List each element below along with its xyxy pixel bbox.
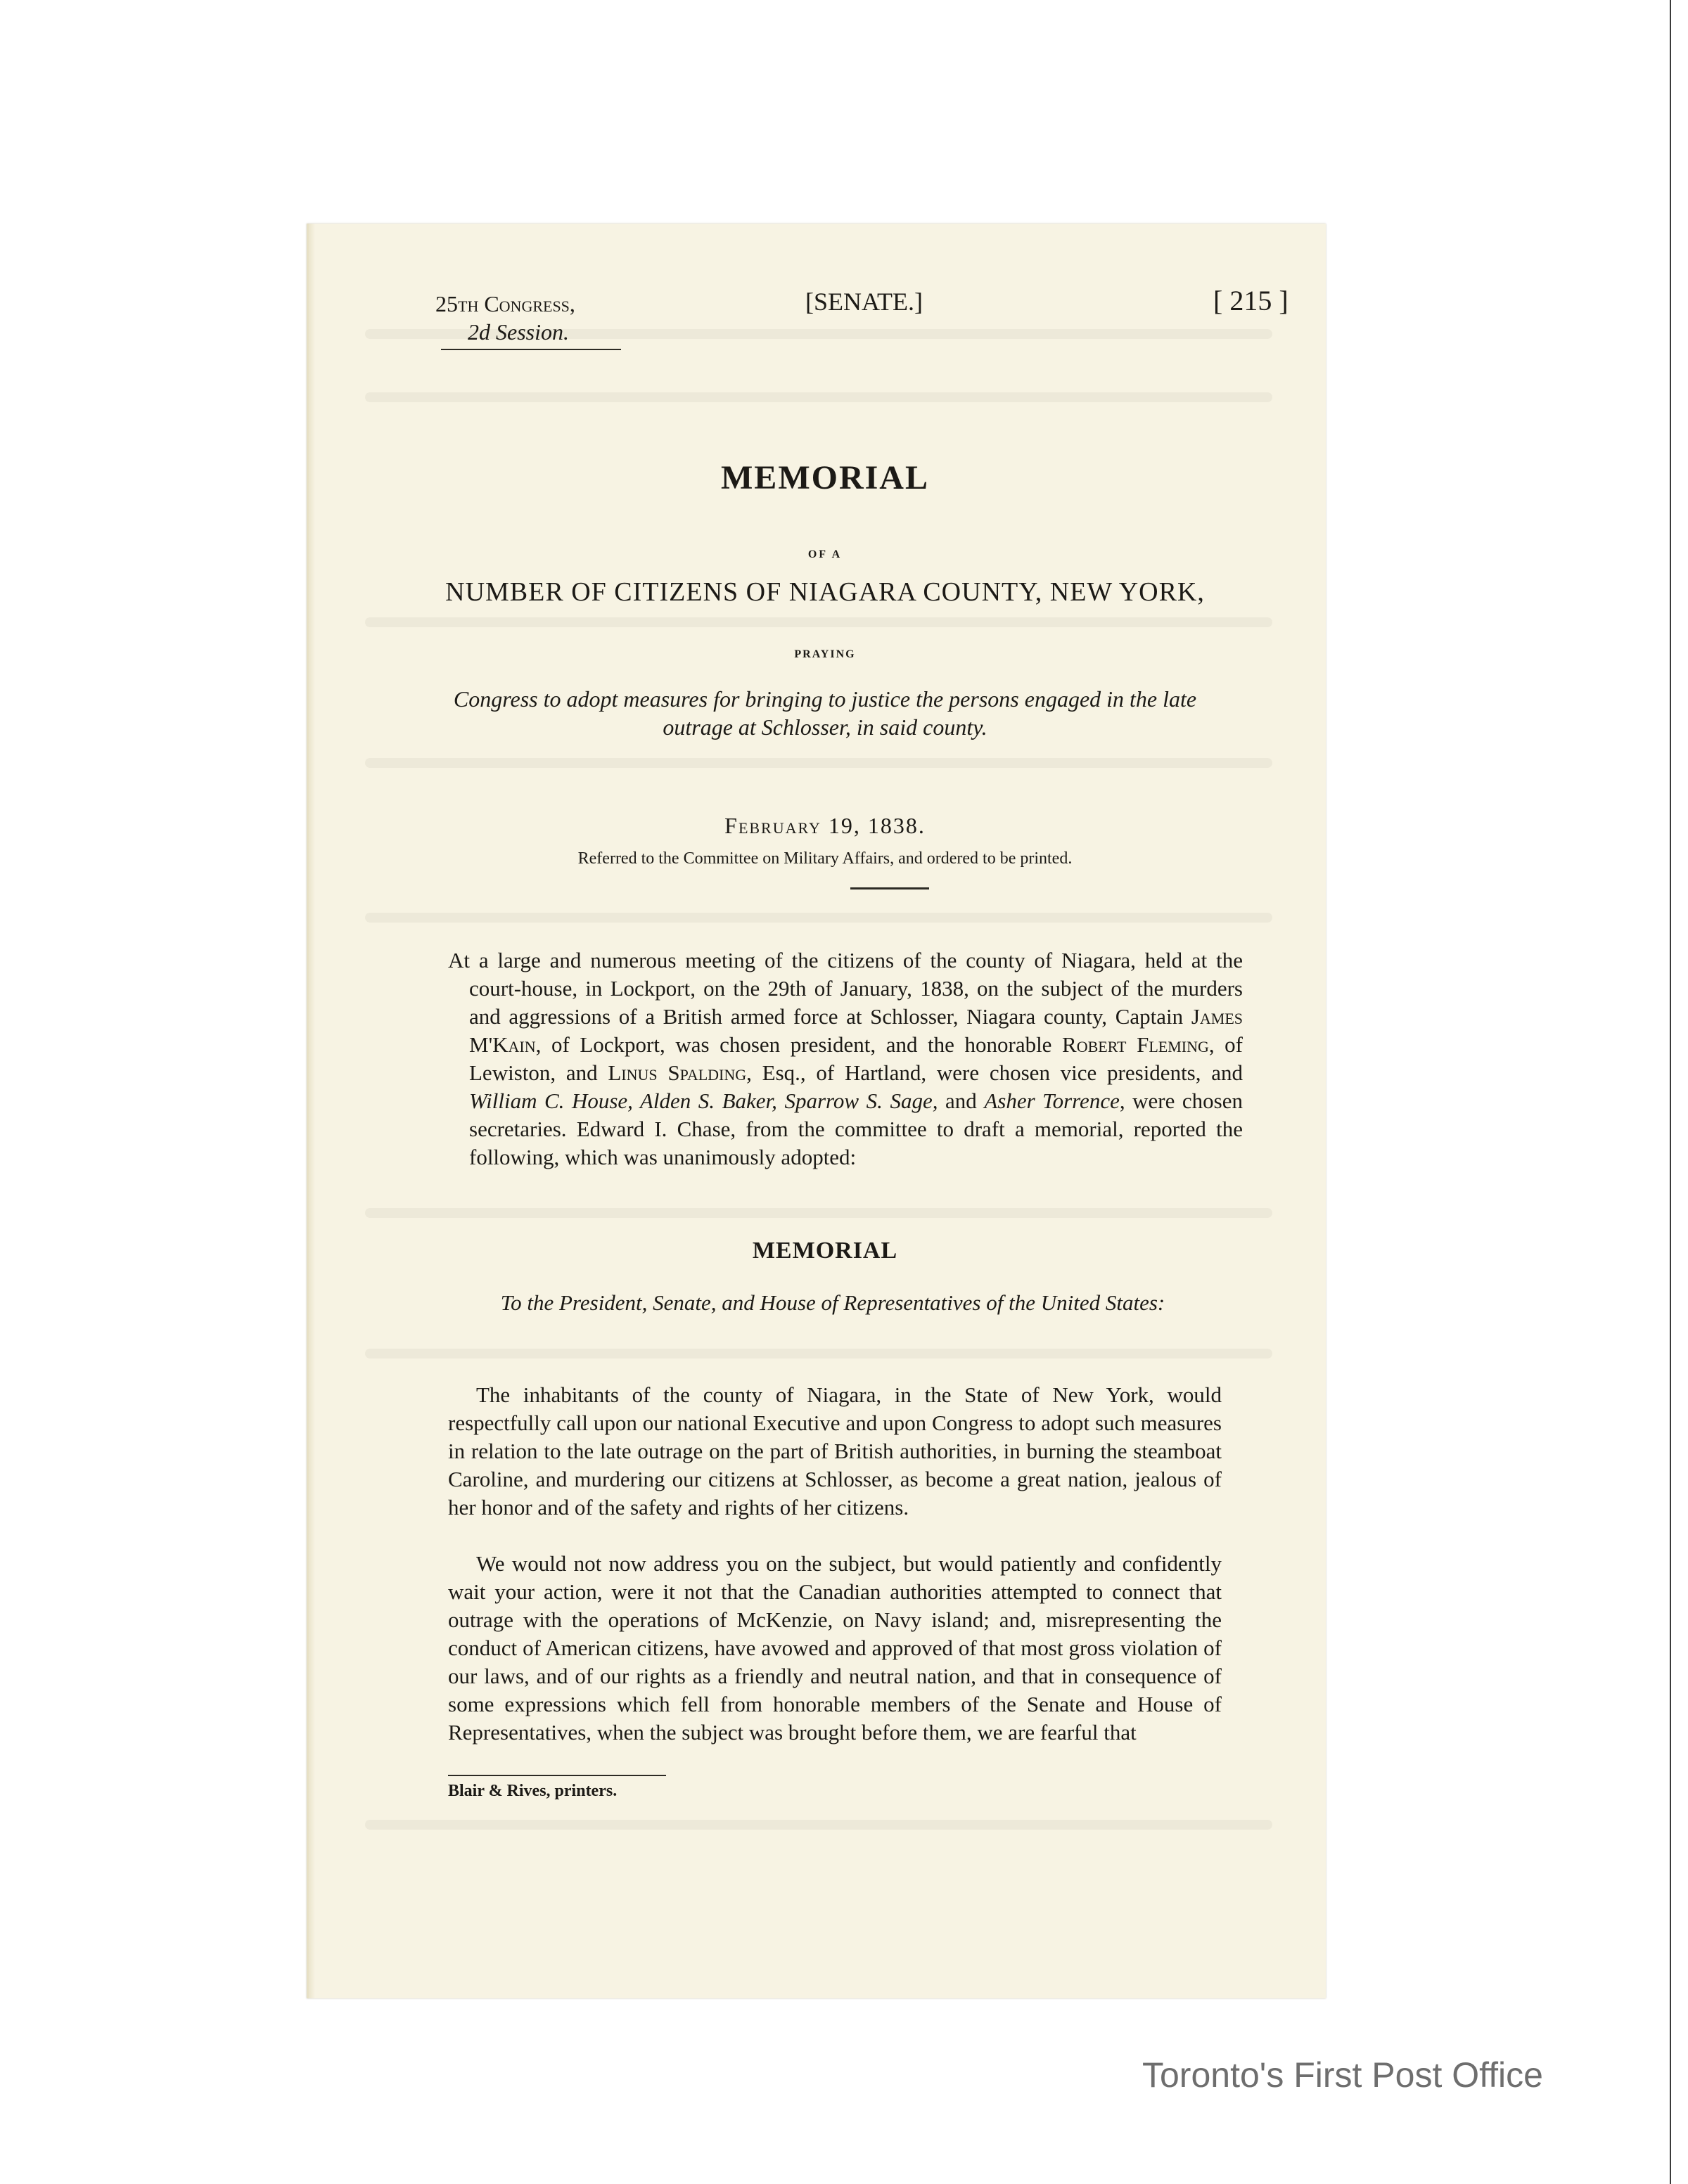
meeting-text: , were chosen secretaries. Edward I. Chase, from the committee to draft a memorial, reported the following, which was unanimously adopted: xyxy=(469,1088,1243,1169)
body-paragraph: The inhabitants of the county of Niagara, in the State of New York, would respectfully call upon our national Executive and upon Congress to adopt such measures in relation to the late outrage on the part of British authorities, in burning the steamboat Caroline, and murdering our citizens at Schlosser, as become a great nation, jealous of her honor and of the safety and rights of her citizens. xyxy=(448,1382,1222,1520)
document-number: [ 215 ] xyxy=(1213,285,1289,316)
congress-session xyxy=(435,290,575,346)
congress-label: 25th Congress, xyxy=(435,291,575,316)
bleed-through xyxy=(365,1820,1272,1830)
watermark: Toronto's First Post Office xyxy=(1142,2055,1543,2095)
bleed-through xyxy=(365,758,1272,768)
meeting-text: and xyxy=(938,1088,985,1113)
document-date xyxy=(435,813,1215,839)
subtitle: NUMBER OF CITIZENS OF NIAGARA COUNTY, NEW YORK, xyxy=(445,577,1205,607)
bleed-through xyxy=(365,392,1272,402)
chamber-label: [SENATE.] xyxy=(805,288,923,316)
paper-edge xyxy=(307,224,315,1998)
page-border-line xyxy=(1670,0,1671,2184)
session-label: 2d Session. xyxy=(468,319,569,345)
bleed-through xyxy=(365,1208,1272,1218)
praying-label: PRAYING xyxy=(794,648,856,660)
prayer-text: Congress to adopt measures for bringing to justice the persons engaged in the late outrage at Schlosser, in said county. xyxy=(453,686,1197,740)
meeting-text: , Esq., of Hartland, were chosen vice presidents, and xyxy=(746,1060,1243,1085)
of-a-label: OF A xyxy=(807,548,843,560)
document-page xyxy=(307,224,1326,1998)
meeting-paragraph xyxy=(448,946,1243,1171)
date-text: February 19, 1838. xyxy=(724,813,926,838)
page-title: MEMORIAL xyxy=(721,459,929,496)
printers-credit: Blair & Rives, printers. xyxy=(448,1782,618,1800)
president-name: James M'Kain xyxy=(469,1004,1243,1057)
bleed-through xyxy=(365,913,1272,923)
vice-president-name: Linus Spalding xyxy=(608,1060,747,1085)
memorial-heading: MEMORIAL xyxy=(752,1238,898,1264)
secretary-name: Asher Torrence xyxy=(984,1088,1120,1113)
secretary-names: William C. House, Alden S. Baker, Sparrow S. Sage, xyxy=(469,1088,938,1113)
address-line: To the President, Senate, and House of Representatives of the United States: xyxy=(500,1290,1165,1315)
meeting-text: , of Lockport, was chosen president, and the honorable xyxy=(535,1032,1063,1057)
meeting-text: , of Lewiston, and xyxy=(469,1032,1243,1085)
body-paragraph: We would not now address you on the subject, but would patiently and confidently wait your action, were it not that the Canadian authorities attempted to connect that outrage with the operations of McKenzie, on Navy island; and, misrepresenting the conduct of American citizens, have avowed and approved of that most gross violation of our laws, and of our rights as a friendly and neutral nation, and that in consequence of some expressions which fell from honorable members of the Senate and House of Representatives, when the subject was brought before them, we are fearful that xyxy=(448,1551,1222,1745)
section-divider xyxy=(850,887,929,889)
bleed-through xyxy=(365,617,1272,627)
meeting-text: At a large and numerous meeting of the citizens of the county of Niagara, held at the court-house, in Lockport, on the 29th of January, 1838, on the subject of the murders and aggressions of a British armed force at Schlosser, Niagara county, Captain xyxy=(448,948,1243,1029)
referral-note: Referred to the Committee on Military Affairs, and ordered to be printed. xyxy=(577,849,1073,868)
footer-divider xyxy=(448,1775,666,1776)
bleed-through xyxy=(365,1349,1272,1358)
vice-president-name: Robert Fleming xyxy=(1062,1032,1209,1057)
header-divider xyxy=(441,349,621,350)
